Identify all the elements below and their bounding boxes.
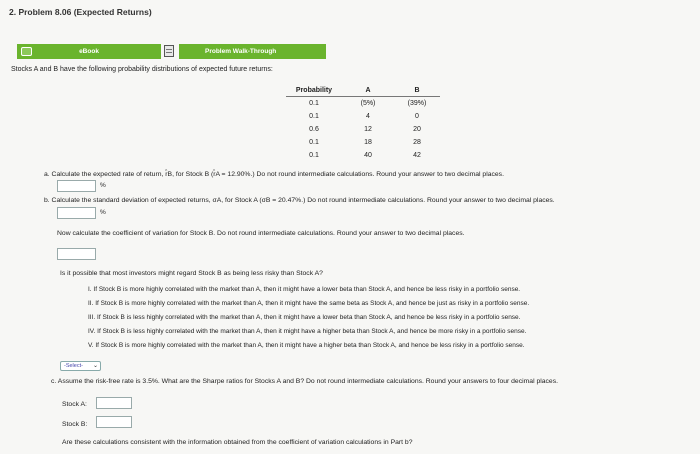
tab-ebook[interactable] [17,44,161,59]
part-b-question: b. Calculate the standard deviation of expected returns, σA, for Stock A (σB = 20.47%.) Do not round intermediate calculations. Round your answer to two decimal places. [44,197,555,204]
table-row [286,97,440,110]
table-cell: (39%) [407,99,427,107]
table-row [286,123,440,136]
table-cell: 28 [413,138,421,146]
table-header: B [394,87,440,97]
table-cell: 0.1 [309,138,319,146]
table-cell: 0.1 [309,112,319,120]
risk-question: Is it possible that most investors might regard Stock B as being less risky than Stock A? [60,270,323,277]
part-c-question: c. Assume the risk-free rate is 3.5%. What are the Sharpe ratios for Stocks A and B? Do not round intermediate calculations. Round your answers to four decimal places. [51,378,558,385]
expected-return-b-input[interactable] [57,180,96,192]
probability-table [286,87,440,162]
consistency-question: Are these calculations consistent with the information obtained from the coefficient of variation calculations in Part b? [62,439,413,446]
part-a-question: a. Calculate the expected rate of return, r̂B, for Stock B (r̂A = 12.90%.) Do not round intermediate calculations. Round your answer to two decimal places. [44,171,504,178]
table-cell: 0 [415,112,419,120]
table-cell: 4 [366,112,370,120]
option-item: IV. If Stock B is less highly correlated with the market than A, then it might have a higher beta than Stock A, and hence be more risky in a portfolio sense. [88,328,527,335]
tab-bar [17,44,326,59]
table-header: A [342,87,394,97]
table-cell: 18 [364,138,372,146]
percent-unit: % [100,209,106,216]
sharpe-b-input[interactable] [96,416,132,428]
cv-b-input[interactable] [57,248,96,260]
table-cell: 0.1 [309,151,319,159]
ebook-icon [21,47,32,56]
option-item: III. If Stock B is less highly correlated with the market than A, then it might have a lower beta than Stock A, and hence be less risky in a portfolio sense. [88,314,521,321]
std-dev-a-input[interactable] [57,207,96,219]
table-cell: 12 [364,125,372,133]
table-row [286,110,440,123]
option-item: V. If Stock B is more highly correlated with the market than A, then it might have a higher beta than Stock A, and hence be less risky in a portfolio sense. [88,342,525,349]
option-item: I. If Stock B is more highly correlated with the market than A, then it might have a lower beta than Stock A, and hence be less risky in a portfolio sense. [88,286,521,293]
stock-b-label: Stock B: [62,421,88,428]
table-row [286,136,440,149]
tab-problem-walkthrough[interactable] [179,44,326,59]
table-row [286,149,440,162]
table-header: Probability [286,87,342,97]
option-item: II. If Stock B is more highly correlated with the market than A, then it might have the same beta as Stock A, and hence be just as risky in a portfolio sense. [88,300,530,307]
table-cell: (5%) [360,99,376,107]
table-cell: 20 [413,125,421,133]
chevron-down-icon: ⌄ [92,363,98,369]
tab-ebook-label: eBook [79,48,99,55]
problem-title: 2. Problem 8.06 (Expected Returns) [9,7,152,17]
table-cell: 42 [413,151,421,159]
percent-unit: % [100,182,106,189]
problem-intro: Stocks A and B have the following probability distributions of expected future returns: [11,66,273,73]
table-cell: 0.6 [309,125,319,133]
option-select[interactable] [60,361,101,371]
tab-walkthrough-label: Problem Walk-Through [205,48,277,55]
table-cell: 40 [364,151,372,159]
table-cell: 0.1 [309,99,319,107]
sharpe-a-input[interactable] [96,397,132,409]
select-label: -Select- [64,363,83,369]
document-icon [164,45,174,57]
cv-prompt: Now calculate the coefficient of variation for Stock B. Do not round intermediate calculations. Round your answer to two decimal places. [57,230,465,237]
stock-a-label: Stock A: [62,401,87,408]
